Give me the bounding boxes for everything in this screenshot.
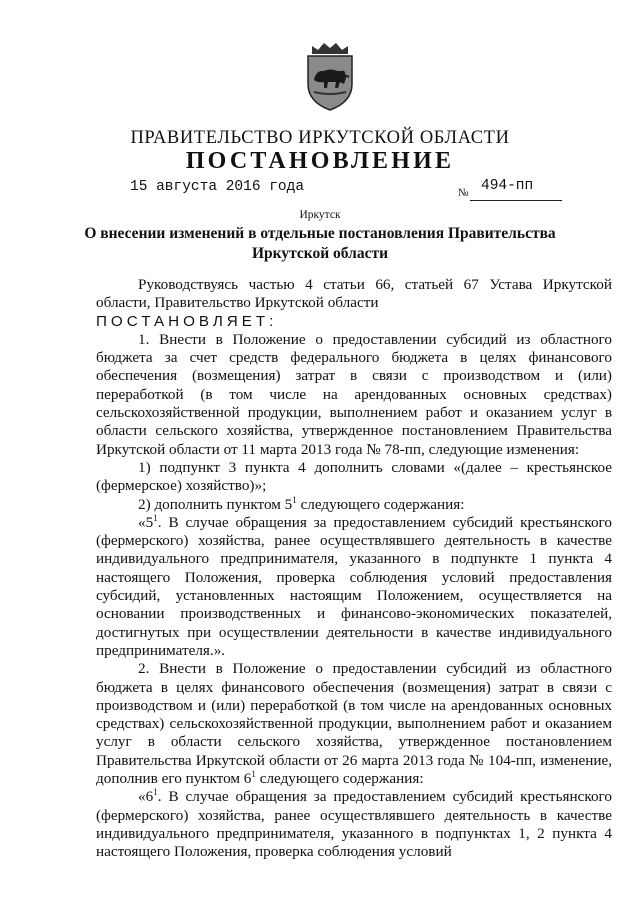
intro-paragraph: Руководствуясь частью 4 статьи 66, статьей 67 Устава Иркутской области, Правительство Иркутской области <box>96 276 612 312</box>
text-span: следующего содержания: <box>296 495 465 513</box>
text-span: 2. Внести в Положение о предоставлении субсидий из областного бюджета в целях финансового обеспечения (возмещения) затрат в связи с производством и (или) переработкой (в том числе на арендованных основных средствах) сельскохозяйственной продукции, выполнением работ и оказанием услуг в области сельского хозяйства, утвержденное постановлением Правительства Иркутской области от 26 марта 2013 года № 104-пп, изменение, дополнив его пунктом 6 <box>96 660 612 788</box>
text-span: следующего содержания: <box>255 770 424 788</box>
quoted-point-5-1 <box>96 514 612 660</box>
document-type: ПОСТАНОВЛЕНИЕ <box>185 148 455 174</box>
subitem-1: 1) подпункт 3 пункта 4 дополнить словами «(далее – крестьянское (фермерское) хозяйство)»; <box>96 458 612 495</box>
text-span: «6 <box>138 788 154 806</box>
superscript: 1 <box>153 787 158 798</box>
text-span: «5 <box>138 513 154 531</box>
document-title <box>60 224 580 264</box>
paragraph-2 <box>96 660 612 788</box>
document-number: 494-пп <box>481 178 534 194</box>
superscript: 1 <box>251 768 256 779</box>
subitem-2 <box>96 496 612 514</box>
document-body <box>96 276 612 862</box>
document-date: 15 августа 2016 года <box>130 179 305 195</box>
quoted-point-6-1 <box>96 788 612 861</box>
title-line: Иркутской области <box>251 245 389 262</box>
organization-title: ПРАВИТЕЛЬСТВО ИРКУТСКОЙ ОБЛАСТИ <box>130 128 510 148</box>
city: Иркутск <box>299 209 341 221</box>
text-span: . В случае обращения за предоставлением субсидий крестьянского (фермерского) хозяйства, ранее осуществлявшего деятельность в качестве индивидуального предпринимателя, указанного в подпунктах 1, 2 пункта 4 настоящего Положения, проверка соблюдения условий <box>96 788 612 861</box>
text-span: . В случае обращения за предоставлением субсидий крестьянского (фермерского) хозяйства, ранее осуществлявшего деятельность в качестве индивидуального предпринимателя, указанного в подпункте 1 пункта 4 настоящего Положения, проверка соблюдения условий предоставления субсидий, установленных настоящим Положением, осуществляется на основании производственных и финансово-экономических показателей, достигнутых при осуществлении деятельности в качестве индивидуального предпринимателя.». <box>96 513 612 659</box>
number-underline <box>470 200 562 201</box>
superscript: 1 <box>153 512 158 523</box>
decree-word: ПОСТАНОВЛЯЕТ: <box>96 312 278 330</box>
title-line: О внесении изменений в отдельные постановления Правительства <box>84 225 556 242</box>
irkutsk-coat-of-arms-icon <box>300 40 360 112</box>
superscript: 1 <box>292 494 297 505</box>
paragraph-1: 1. Внести в Положение о предоставлении субсидий из областного бюджета за счет средств федерального бюджета в целях финансового обеспечения (возмещения) затрат в связи с производством и (или) переработкой (в том числе на арендованных основных средствах) сельскохозяйственной продукции, выполнением работ и оказанием услуг в области сельского хозяйства, утвержденное постановлением Правительства Иркутской области от 11 марта 2013 года № 78-пп, следующие изменения: <box>96 330 612 458</box>
text-span: 2) дополнить пунктом 5 <box>138 495 293 513</box>
number-sign: № <box>458 187 469 199</box>
